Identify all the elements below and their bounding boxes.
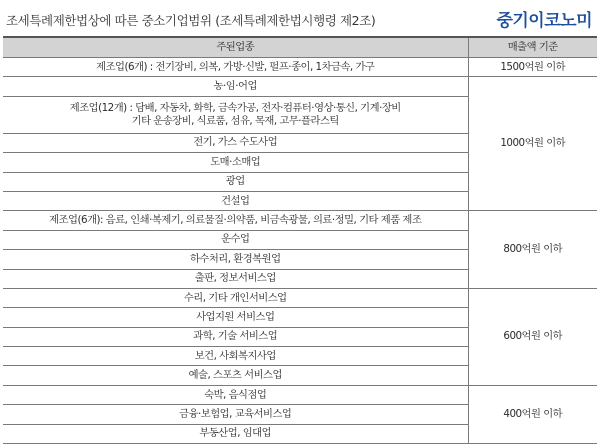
industry-cell: 건설업 [3,191,468,210]
revenue-standard-cell: 800억원 이하 [468,211,597,289]
industry-cell: 제조업(6개): 음료, 인쇄·복제기, 의료물질·의약품, 비금속광물, 의료·정밀, 기타 제품 제조 [3,211,468,230]
table-row [3,385,597,404]
industry-cell: 농·임·어업 [3,77,468,96]
industry-cell: 숙박, 음식점업 [3,385,468,404]
industry-cell: 예술, 스포츠 서비스업 [3,366,468,385]
industry-cell: 금융·보험업, 교육서비스업 [3,405,468,424]
table-row [3,211,597,230]
industry-cell: 도매·소매업 [3,153,468,172]
industry-cell: 운수업 [3,230,468,249]
table-row [3,288,597,307]
header-revenue-standard: 매출액 기준 [468,37,597,58]
revenue-standard-cell: 1500억원 이하 [468,58,597,77]
brand-logo: 중기이코노미 [496,11,592,31]
industry-cell: 과학, 기술 서비스업 [3,327,468,346]
revenue-standard-cell: 600억원 이하 [468,288,597,385]
industry-line: 제조업(12개) : 담배, 자동차, 화학, 금속가공, 전자·컴퓨터·영상·통신, 기계·장비 [69,101,401,114]
sme-range-table [3,36,597,444]
industry-cell: 수리, 기타 개인서비스업 [3,288,468,307]
industry-cell [3,96,468,133]
page-title: 조세특례제한법상에 따른 중소기업범위 (조세특례제한법시행령 제2조) [6,13,376,28]
revenue-standard-cell: 1000억원 이하 [468,77,597,211]
industry-line: 기타 운송장비, 식료품, 섬유, 목재, 고무·플라스틱 [131,114,339,127]
table-row [3,77,597,96]
industry-cell: 하수처리, 환경복원업 [3,250,468,269]
industry-cell: 부동산업, 임대업 [3,424,468,443]
header-industry: 주된업종 [3,37,468,58]
industry-cell: 보건, 사회복지사업 [3,347,468,366]
revenue-standard-cell: 400억원 이하 [468,385,597,443]
industry-cell: 사업지원 서비스업 [3,308,468,327]
industry-cell: 광업 [3,172,468,191]
industry-cell: 제조업(6개) : 전기장비, 의복, 가방·신발, 펄프·종이, 1차금속, 가구 [3,58,468,77]
industry-cell: 출판, 정보서비스업 [3,269,468,288]
table-header-row [3,37,597,58]
industry-cell: 전기, 가스 수도사업 [3,133,468,152]
table-row [3,58,597,77]
